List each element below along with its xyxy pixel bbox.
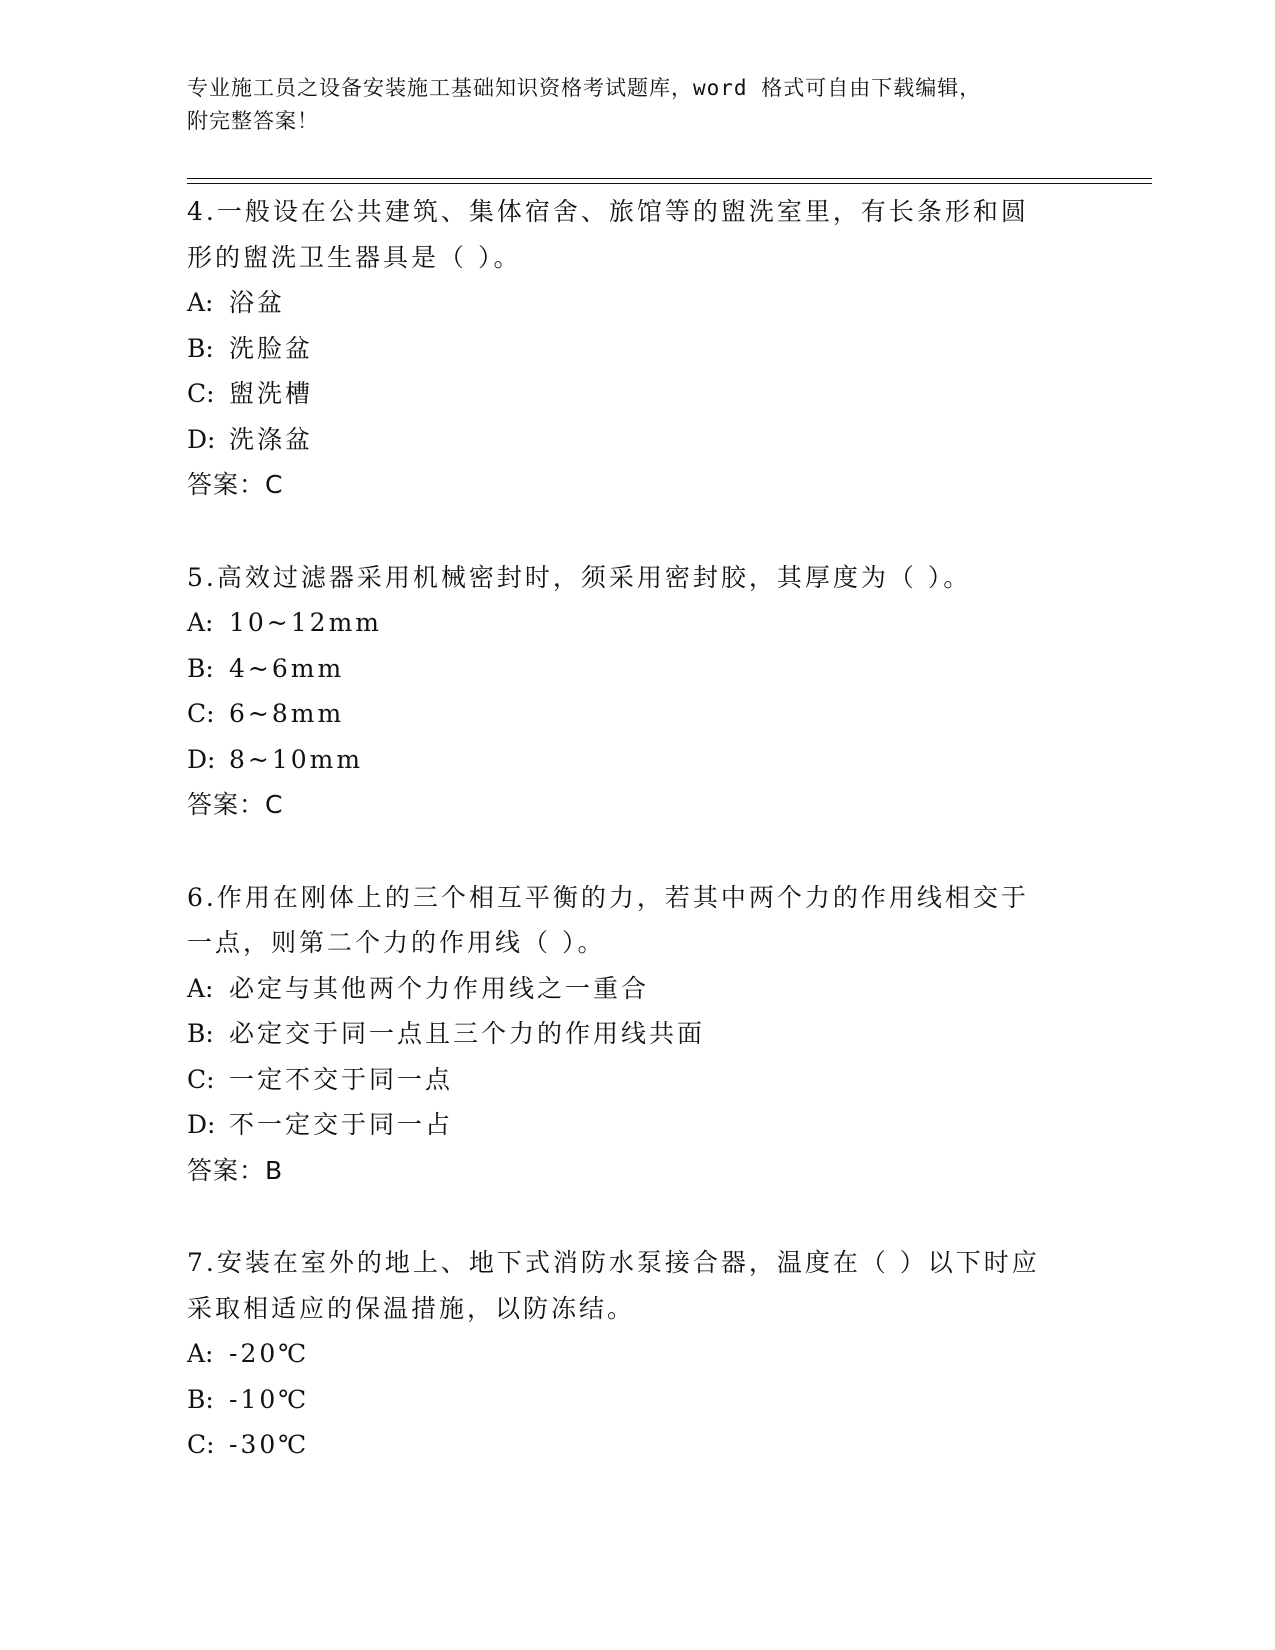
option-b: [187, 1011, 1087, 1057]
option-text: 盥洗槽: [229, 379, 314, 408]
answer-line: 答案：B: [187, 1155, 284, 1185]
option-letter: C:: [187, 379, 215, 408]
option-c: [187, 691, 1087, 737]
option-letter: D:: [187, 1110, 216, 1139]
option-text: 必定交于同一点且三个力的作用线共面: [229, 1019, 706, 1048]
option-b: [187, 646, 1087, 692]
option-c: [187, 1057, 1087, 1103]
option-letter: C:: [187, 1430, 215, 1459]
option-text: -30℃: [229, 1430, 310, 1459]
question-text-line-1: 6.作用在刚体上的三个相互平衡的力，若其中两个力的作用线相交于: [187, 882, 1029, 912]
option-a: [187, 1331, 1087, 1377]
question-text-line-2: 一点，则第二个力的作用线（ ）。: [187, 928, 606, 957]
option-text: 10~12mm: [229, 608, 382, 637]
question-text-line-2: 形的盥洗卫生器具是（ ）。: [187, 242, 522, 272]
option-text: 洗脸盆: [229, 333, 314, 363]
header-divider-bottom: [187, 183, 1152, 184]
option-text: 洗涤盆: [229, 424, 314, 454]
option-b: [187, 326, 1087, 372]
question-7: [187, 1240, 1087, 1468]
question-spacer: [187, 1193, 1087, 1240]
option-letter: A:: [187, 608, 214, 637]
option-letter: B:: [187, 1384, 214, 1414]
questions-list: [187, 189, 1087, 1468]
option-c: [187, 371, 1087, 417]
option-letter: A:: [187, 288, 214, 317]
option-text: -20℃: [229, 1339, 310, 1368]
option-c: [187, 1422, 1087, 1468]
option-text: -10℃: [229, 1384, 310, 1414]
option-letter: B:: [187, 1019, 214, 1048]
option-a: [187, 600, 1087, 646]
question-text-line-2: 采取相适应的保温措施，以防冻结。: [187, 1293, 636, 1323]
option-letter: B:: [187, 333, 214, 363]
answer-line: 答案：C: [187, 790, 284, 819]
question-5: [187, 555, 1087, 828]
question-spacer: [187, 508, 1087, 555]
header-divider-top: [187, 178, 1152, 179]
header-title-line-2: 附完整答案！: [187, 109, 319, 133]
document-header: [187, 72, 1067, 138]
option-d: [187, 737, 1087, 783]
question-text-line-1: 7.安装在室外的地上、地下式消防水泵接合器，温度在（ ）以下时应: [187, 1248, 1040, 1277]
option-text: 4~6mm: [229, 653, 345, 683]
option-letter: D:: [187, 744, 216, 774]
option-text: 一定不交于同一点: [229, 1064, 454, 1094]
option-d: [187, 417, 1087, 463]
question-text-line-1: 5.高效过滤器采用机械密封时，须采用密封胶，其厚度为（ ）。: [187, 562, 972, 592]
option-a: [187, 280, 1087, 326]
option-letter: C:: [187, 699, 215, 728]
option-d: [187, 1102, 1087, 1148]
answer-line: 答案：C: [187, 470, 284, 499]
option-letter: D:: [187, 424, 216, 454]
option-text: 必定与其他两个力作用线之一重合: [229, 973, 650, 1003]
question-4: [187, 189, 1087, 508]
question-6: [187, 875, 1087, 1194]
option-letter: A:: [187, 973, 214, 1003]
option-letter: C:: [187, 1064, 215, 1094]
option-letter: A:: [187, 1339, 214, 1368]
option-text: 浴盆: [229, 288, 286, 317]
option-a: [187, 966, 1087, 1012]
option-text: 8~10mm: [229, 744, 364, 774]
header-title-line-1: 专业施工员之设备安装施工基础知识资格考试题库，word 格式可自由下载编辑，: [187, 76, 982, 100]
option-b: [187, 1377, 1087, 1423]
question-spacer: [187, 828, 1087, 875]
option-text: 不一定交于同一占: [229, 1110, 454, 1139]
question-text-line-1: 4.一般设在公共建筑、集体宿舍、旅馆等的盥洗室里，有长条形和圆: [187, 197, 1029, 226]
option-text: 6~8mm: [229, 699, 345, 728]
option-letter: B:: [187, 653, 214, 683]
